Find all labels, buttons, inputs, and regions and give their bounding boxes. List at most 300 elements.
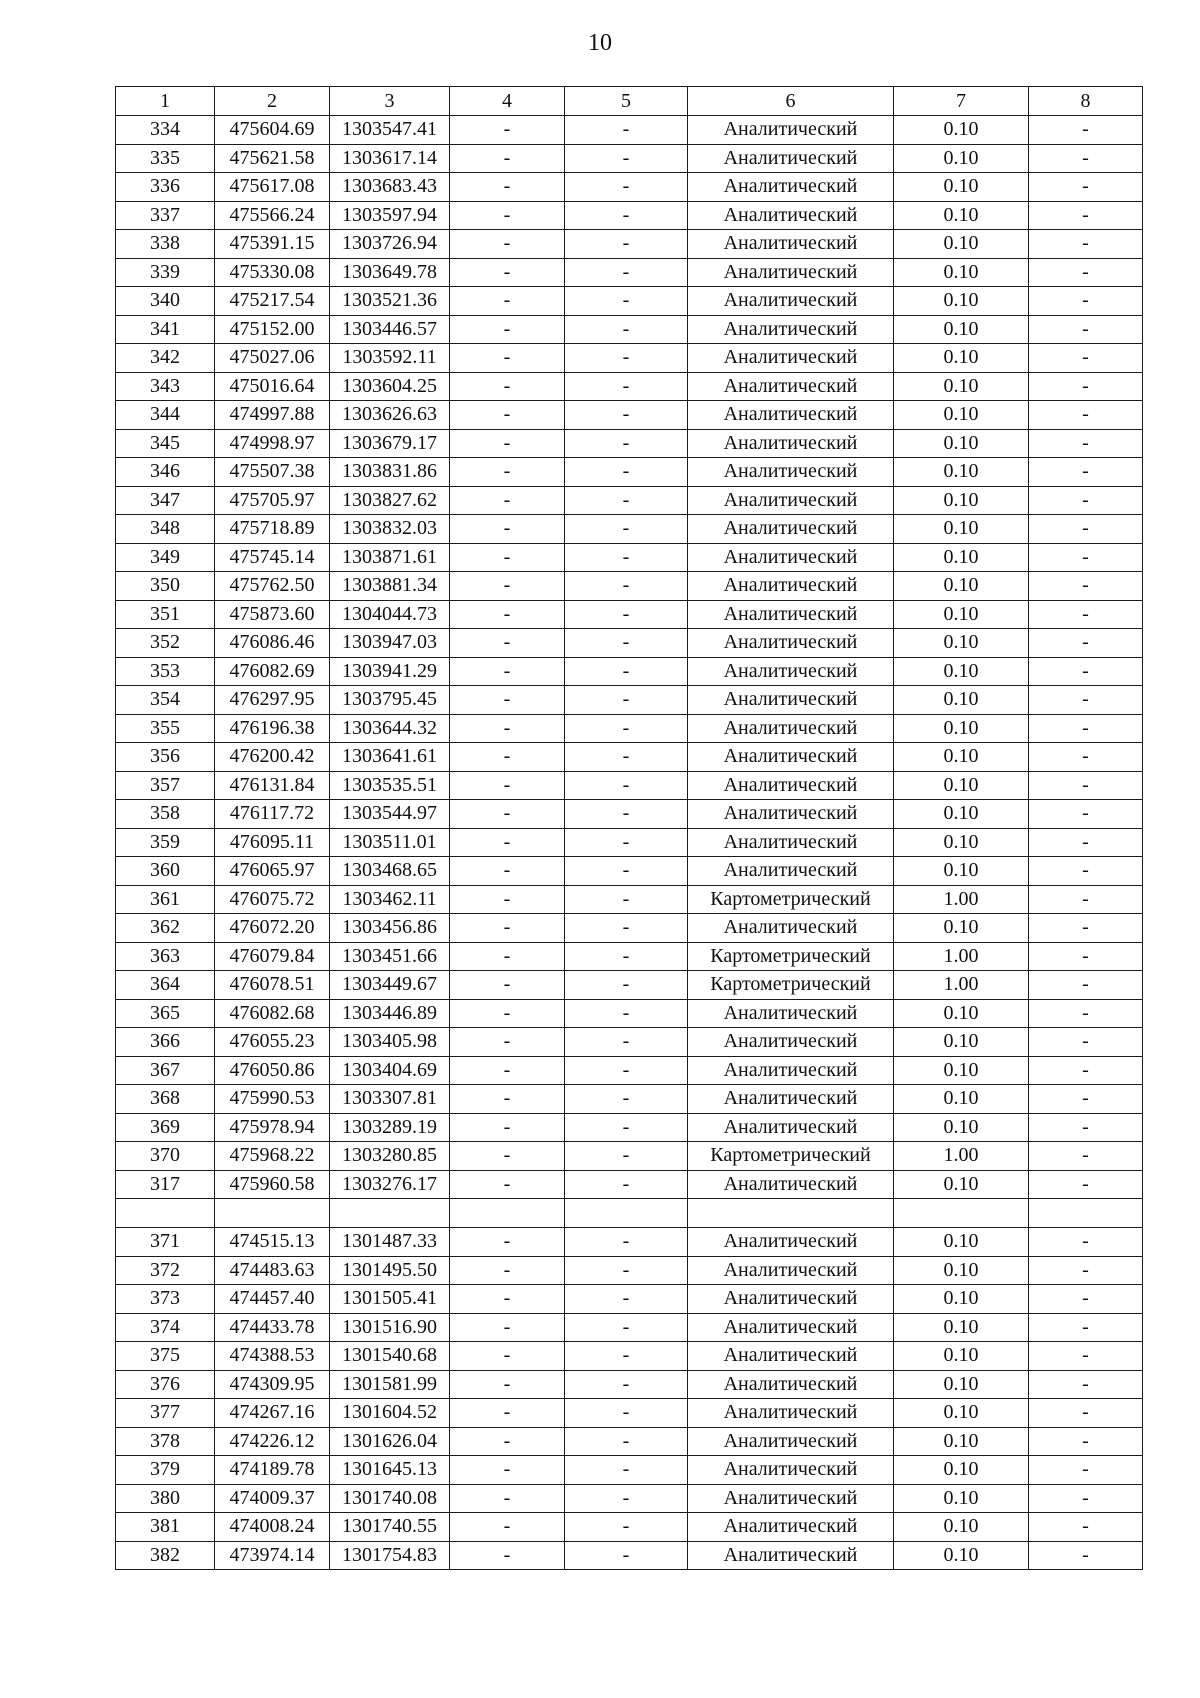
col4-cell: - [450,144,565,173]
accuracy-cell: 1.00 [894,971,1029,1000]
col4-cell: - [450,714,565,743]
col8-cell: - [1029,287,1143,316]
col8-cell: - [1029,686,1143,715]
accuracy-cell: 0.10 [894,486,1029,515]
col4-cell: - [450,914,565,943]
point-number-cell: 317 [116,1170,215,1199]
x-coordinate-cell: 475617.08 [215,173,330,202]
col4-cell: - [450,942,565,971]
col4-cell: - [450,401,565,430]
method-cell: Аналитический [688,1484,894,1513]
accuracy-cell: 0.10 [894,1427,1029,1456]
point-number-cell: 368 [116,1085,215,1114]
table-row [116,771,1143,800]
col8-cell: - [1029,1427,1143,1456]
col4-cell: - [450,458,565,487]
col5-cell: - [565,1228,688,1257]
y-coordinate-cell: 1301645.13 [330,1456,450,1485]
y-coordinate-cell: 1303604.25 [330,372,450,401]
col8-cell: - [1029,914,1143,943]
y-coordinate-cell: 1303405.98 [330,1028,450,1057]
method-cell: Аналитический [688,287,894,316]
header-cell: 4 [450,87,565,116]
accuracy-cell: 0.10 [894,686,1029,715]
col8-cell: - [1029,828,1143,857]
x-coordinate-cell: 476079.84 [215,942,330,971]
y-coordinate-cell: 1303404.69 [330,1056,450,1085]
col4-cell: - [450,372,565,401]
col5-cell: - [565,1056,688,1085]
table-row [116,401,1143,430]
method-cell: Аналитический [688,657,894,686]
col8-cell: - [1029,1342,1143,1371]
col5-cell: - [565,230,688,259]
col4-cell: - [450,258,565,287]
col5-cell: - [565,828,688,857]
x-coordinate-cell: 475566.24 [215,201,330,230]
accuracy-cell: 1.00 [894,1142,1029,1171]
col4-cell: - [450,885,565,914]
accuracy-cell: 0.10 [894,287,1029,316]
table-row [116,572,1143,601]
x-coordinate-cell: 476117.72 [215,800,330,829]
col5-cell: - [565,743,688,772]
col4-cell: - [450,828,565,857]
col5-cell: - [565,315,688,344]
col4-cell: - [450,1541,565,1570]
table-body [116,87,1143,1570]
y-coordinate-cell: 1303544.97 [330,800,450,829]
y-coordinate-cell: 1303881.34 [330,572,450,601]
accuracy-cell: 0.10 [894,771,1029,800]
method-cell: Аналитический [688,1513,894,1542]
col8-cell: - [1029,1285,1143,1314]
method-cell: Аналитический [688,686,894,715]
method-cell: Аналитический [688,828,894,857]
x-coordinate-cell: 475391.15 [215,230,330,259]
accuracy-cell: 0.10 [894,1085,1029,1114]
point-number-cell: 351 [116,600,215,629]
col4-cell: - [450,600,565,629]
y-coordinate-cell: 1304044.73 [330,600,450,629]
col5-cell: - [565,714,688,743]
col4-cell: - [450,1285,565,1314]
method-cell: Картометрический [688,1142,894,1171]
col8-cell: - [1029,486,1143,515]
x-coordinate-cell: 475873.60 [215,600,330,629]
method-cell: Аналитический [688,429,894,458]
col8-cell: - [1029,344,1143,373]
accuracy-cell: 0.10 [894,173,1029,202]
col8-cell: - [1029,1513,1143,1542]
point-number-cell: 340 [116,287,215,316]
point-number-cell: 341 [116,315,215,344]
col8-cell: - [1029,1085,1143,1114]
col4-cell: - [450,971,565,1000]
col4-cell: - [450,429,565,458]
x-coordinate-cell: 475990.53 [215,1085,330,1114]
col4-cell: - [450,515,565,544]
col5-cell: - [565,1256,688,1285]
col8-cell: - [1029,543,1143,572]
y-coordinate-cell: 1303679.17 [330,429,450,458]
col4-cell: - [450,1427,565,1456]
col5-cell: - [565,572,688,601]
y-coordinate-cell: 1301516.90 [330,1313,450,1342]
table-row [116,144,1143,173]
x-coordinate-cell: 476055.23 [215,1028,330,1057]
col4-cell: - [450,201,565,230]
accuracy-cell: 0.10 [894,458,1029,487]
y-coordinate-cell: 1303827.62 [330,486,450,515]
col5-cell: - [565,486,688,515]
point-number-cell: 365 [116,999,215,1028]
x-coordinate-cell: 474267.16 [215,1399,330,1428]
table-row [116,1285,1143,1314]
table-row [116,999,1143,1028]
header-cell: 7 [894,87,1029,116]
col8-cell: - [1029,971,1143,1000]
x-coordinate-cell: 474457.40 [215,1285,330,1314]
table-row [116,971,1143,1000]
x-coordinate-cell: 476082.68 [215,999,330,1028]
col8-cell: - [1029,144,1143,173]
accuracy-cell: 0.10 [894,230,1029,259]
col8-cell: - [1029,885,1143,914]
col8-cell: - [1029,1170,1143,1199]
col5-cell: - [565,629,688,658]
col5-cell: - [565,657,688,686]
table-row [116,743,1143,772]
col5-cell: - [565,1456,688,1485]
col4-cell: - [450,771,565,800]
x-coordinate-cell [215,1199,330,1228]
col4-cell [450,1199,565,1228]
col4-cell: - [450,572,565,601]
x-coordinate-cell: 476082.69 [215,657,330,686]
point-number-cell: 339 [116,258,215,287]
accuracy-cell: 0.10 [894,315,1029,344]
accuracy-cell: 0.10 [894,600,1029,629]
table-row [116,116,1143,145]
col8-cell: - [1029,372,1143,401]
accuracy-cell: 0.10 [894,857,1029,886]
method-cell: Аналитический [688,1342,894,1371]
method-cell: Аналитический [688,116,894,145]
col8-cell: - [1029,515,1143,544]
col5-cell: - [565,914,688,943]
y-coordinate-cell: 1303468.65 [330,857,450,886]
table-row [116,1456,1143,1485]
y-coordinate-cell: 1301495.50 [330,1256,450,1285]
x-coordinate-cell: 476065.97 [215,857,330,886]
point-number-cell: 369 [116,1113,215,1142]
table-row [116,1256,1143,1285]
col8-cell: - [1029,401,1143,430]
accuracy-cell: 0.10 [894,258,1029,287]
accuracy-cell: 0.10 [894,543,1029,572]
col8-cell: - [1029,800,1143,829]
point-number-cell: 334 [116,116,215,145]
col8-cell: - [1029,629,1143,658]
x-coordinate-cell: 475016.64 [215,372,330,401]
point-number-cell: 370 [116,1142,215,1171]
y-coordinate-cell: 1303535.51 [330,771,450,800]
y-coordinate-cell: 1301581.99 [330,1370,450,1399]
accuracy-cell: 0.10 [894,914,1029,943]
point-number-cell: 343 [116,372,215,401]
y-coordinate-cell: 1303449.67 [330,971,450,1000]
x-coordinate-cell: 475604.69 [215,116,330,145]
y-coordinate-cell: 1303547.41 [330,116,450,145]
col5-cell: - [565,515,688,544]
col5-cell: - [565,971,688,1000]
col5-cell: - [565,344,688,373]
col5-cell: - [565,1513,688,1542]
table-row [116,173,1143,202]
y-coordinate-cell: 1301754.83 [330,1541,450,1570]
col4-cell: - [450,315,565,344]
point-number-cell: 348 [116,515,215,544]
point-number-cell: 360 [116,857,215,886]
x-coordinate-cell: 476078.51 [215,971,330,1000]
x-coordinate-cell: 474009.37 [215,1484,330,1513]
accuracy-cell: 0.10 [894,800,1029,829]
col8-cell: - [1029,1484,1143,1513]
table-row [116,1484,1143,1513]
col4-cell: - [450,486,565,515]
point-number-cell: 346 [116,458,215,487]
x-coordinate-cell: 475507.38 [215,458,330,487]
col4-cell: - [450,1399,565,1428]
col5-cell: - [565,942,688,971]
page-number: 10 [588,30,612,56]
point-number-cell: 375 [116,1342,215,1371]
table-row [116,1228,1143,1257]
accuracy-cell: 0.10 [894,629,1029,658]
col4-cell: - [450,1513,565,1542]
accuracy-cell: 0.10 [894,372,1029,401]
table-row [116,201,1143,230]
accuracy-cell: 0.10 [894,144,1029,173]
point-number-cell: 364 [116,971,215,1000]
col5-cell: - [565,116,688,145]
col5-cell: - [565,1142,688,1171]
col8-cell: - [1029,258,1143,287]
point-number-cell: 344 [116,401,215,430]
point-number-cell: 362 [116,914,215,943]
method-cell: Аналитический [688,344,894,373]
col8-cell: - [1029,1113,1143,1142]
method-cell: Аналитический [688,1256,894,1285]
point-number-cell: 345 [116,429,215,458]
point-number-cell: 376 [116,1370,215,1399]
col8-cell: - [1029,1456,1143,1485]
point-number-cell: 335 [116,144,215,173]
header-cell: 5 [565,87,688,116]
y-coordinate-cell: 1303831.86 [330,458,450,487]
accuracy-cell: 0.10 [894,1399,1029,1428]
method-cell: Аналитический [688,401,894,430]
point-number-cell: 342 [116,344,215,373]
y-coordinate-cell: 1303941.29 [330,657,450,686]
col4-cell: - [450,1085,565,1114]
table-row [116,1056,1143,1085]
x-coordinate-cell: 475968.22 [215,1142,330,1171]
y-coordinate-cell: 1303617.14 [330,144,450,173]
method-cell: Аналитический [688,230,894,259]
col5-cell: - [565,1342,688,1371]
method-cell: Аналитический [688,201,894,230]
col5-cell: - [565,1370,688,1399]
y-coordinate-cell: 1301626.04 [330,1427,450,1456]
y-coordinate-cell: 1301740.55 [330,1513,450,1542]
point-number-cell: 372 [116,1256,215,1285]
col5-cell: - [565,401,688,430]
accuracy-cell: 0.10 [894,201,1029,230]
y-coordinate-cell: 1301540.68 [330,1342,450,1371]
table-spacer-row [116,1199,1143,1228]
point-number-cell: 349 [116,543,215,572]
table-row [116,429,1143,458]
table-row [116,1541,1143,1570]
col4-cell: - [450,857,565,886]
col8-cell: - [1029,600,1143,629]
table-row [116,1399,1143,1428]
col4-cell: - [450,173,565,202]
y-coordinate-cell [330,1199,450,1228]
col5-cell: - [565,1541,688,1570]
x-coordinate-cell: 475217.54 [215,287,330,316]
y-coordinate-cell: 1303289.19 [330,1113,450,1142]
table-row [116,315,1143,344]
accuracy-cell: 0.10 [894,429,1029,458]
point-number-cell: 347 [116,486,215,515]
method-cell: Аналитический [688,572,894,601]
header-cell: 8 [1029,87,1143,116]
point-number-cell: 381 [116,1513,215,1542]
col8-cell: - [1029,1056,1143,1085]
accuracy-cell: 0.10 [894,1513,1029,1542]
method-cell: Аналитический [688,1056,894,1085]
point-number-cell: 354 [116,686,215,715]
method-cell: Аналитический [688,1228,894,1257]
table-row [116,828,1143,857]
table-row [116,629,1143,658]
method-cell: Аналитический [688,743,894,772]
point-number-cell: 382 [116,1541,215,1570]
col4-cell: - [450,1456,565,1485]
point-number-cell: 366 [116,1028,215,1057]
col8-cell: - [1029,458,1143,487]
coordinates-table [115,86,1143,1570]
header-cell: 1 [116,87,215,116]
col8-cell: - [1029,743,1143,772]
accuracy-cell: 0.10 [894,1028,1029,1057]
method-cell: Аналитический [688,999,894,1028]
y-coordinate-cell: 1303947.03 [330,629,450,658]
table-row [116,914,1143,943]
accuracy-cell: 0.10 [894,1484,1029,1513]
x-coordinate-cell: 476050.86 [215,1056,330,1085]
x-coordinate-cell: 475330.08 [215,258,330,287]
header-cell: 2 [215,87,330,116]
y-coordinate-cell: 1303871.61 [330,543,450,572]
y-coordinate-cell: 1303626.63 [330,401,450,430]
col4-cell: - [450,1142,565,1171]
table-row [116,543,1143,572]
table-row [116,1513,1143,1542]
x-coordinate-cell: 474388.53 [215,1342,330,1371]
table-header-row [116,87,1143,116]
col5-cell: - [565,1170,688,1199]
col5-cell: - [565,144,688,173]
method-cell: Аналитический [688,771,894,800]
y-coordinate-cell: 1303511.01 [330,828,450,857]
y-coordinate-cell: 1303726.94 [330,230,450,259]
col8-cell: - [1029,999,1143,1028]
col5-cell: - [565,999,688,1028]
point-number-cell: 357 [116,771,215,800]
col5-cell: - [565,429,688,458]
method-cell: Аналитический [688,543,894,572]
col8-cell: - [1029,572,1143,601]
point-number-cell: 367 [116,1056,215,1085]
method-cell [688,1199,894,1228]
table-row [116,1142,1143,1171]
col5-cell: - [565,1313,688,1342]
table-row [116,885,1143,914]
col8-cell: - [1029,1142,1143,1171]
x-coordinate-cell: 474997.88 [215,401,330,430]
x-coordinate-cell: 473974.14 [215,1541,330,1570]
method-cell: Картометрический [688,885,894,914]
col8-cell: - [1029,1399,1143,1428]
col8-cell: - [1029,1370,1143,1399]
accuracy-cell: 0.10 [894,344,1029,373]
accuracy-cell: 0.10 [894,1313,1029,1342]
col8-cell: - [1029,116,1143,145]
col4-cell: - [450,800,565,829]
method-cell: Аналитический [688,800,894,829]
point-number-cell: 358 [116,800,215,829]
col8-cell: - [1029,1228,1143,1257]
point-number-cell: 353 [116,657,215,686]
col8-cell: - [1029,230,1143,259]
y-coordinate-cell: 1303446.57 [330,315,450,344]
col5-cell: - [565,287,688,316]
accuracy-cell: 1.00 [894,942,1029,971]
table-row [116,1370,1143,1399]
col5-cell: - [565,258,688,287]
col4-cell: - [450,287,565,316]
table-row [116,1028,1143,1057]
x-coordinate-cell: 474433.78 [215,1313,330,1342]
col4-cell: - [450,743,565,772]
x-coordinate-cell: 475718.89 [215,515,330,544]
x-coordinate-cell: 474515.13 [215,1228,330,1257]
col5-cell: - [565,458,688,487]
col5-cell: - [565,1427,688,1456]
y-coordinate-cell: 1303683.43 [330,173,450,202]
col5-cell: - [565,771,688,800]
col4-cell: - [450,686,565,715]
point-number-cell: 350 [116,572,215,601]
accuracy-cell: 0.10 [894,1285,1029,1314]
table-row [116,800,1143,829]
method-cell: Аналитический [688,173,894,202]
col5-cell: - [565,1028,688,1057]
